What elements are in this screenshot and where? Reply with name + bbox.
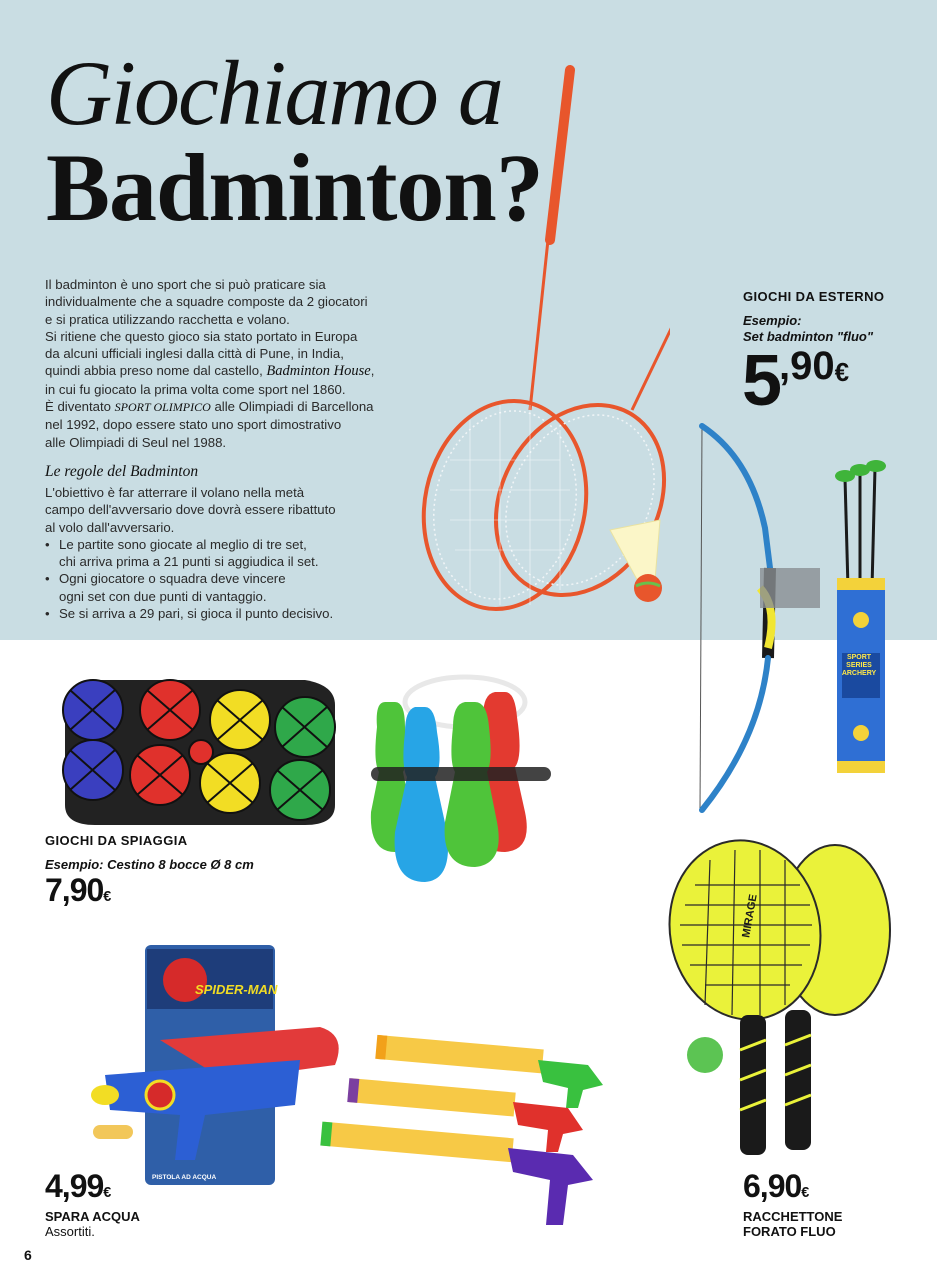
racchettone-name-line2: FORATO FLUO bbox=[743, 1224, 836, 1239]
paddle-brand: MIRAGE bbox=[740, 893, 760, 939]
rules-line: al volo dall'avversario. bbox=[45, 519, 175, 535]
spara-name: SPARA ACQUA bbox=[45, 1209, 140, 1224]
intro-line: in cui fu giocato la prima volta come sport nel 1860. bbox=[45, 381, 346, 397]
price-value: 7,90 bbox=[45, 872, 104, 908]
bow-and-arrows-illustration bbox=[690, 418, 900, 818]
bowling-pins-illustration bbox=[365, 672, 565, 887]
intro-line: da alcuni ufficiali inglesi dalla città di Pune, in India, bbox=[45, 346, 344, 362]
intro-line: Il badminton è uno sport che si può praticare sia bbox=[45, 277, 326, 292]
rules-line: campo dell'avversario dove dovrà essere ribattuto bbox=[45, 502, 336, 518]
intro-line: alle Olimpiadi di Seul nel 1988. bbox=[45, 434, 227, 450]
rules-text bbox=[45, 484, 445, 622]
badminton-house-emphasis: Badminton House bbox=[266, 363, 371, 380]
price-currency: € bbox=[834, 357, 850, 387]
price-decimals: ,90 bbox=[779, 344, 835, 388]
price-currency: € bbox=[103, 1185, 112, 1201]
quiver-label: SPORT SERIES ARCHERY bbox=[841, 654, 877, 677]
rules-list-item: • Ogni giocatore o squadra deve vincere ogni set con due punti di vantaggio. bbox=[45, 570, 445, 605]
intro-line: Si ritiene che questo gioco sia stato portato in Europa bbox=[45, 328, 358, 344]
title-bold: Badminton? bbox=[46, 134, 543, 241]
spiaggia-price bbox=[45, 872, 111, 909]
esterno-example-product: Set badminton "fluo" bbox=[743, 329, 874, 344]
rules-line: L'obiettivo è far atterrare il volano nella metà bbox=[45, 485, 305, 500]
package-caption: PISTOLA AD ACQUA bbox=[152, 1174, 217, 1181]
spiaggia-example: Esempio: Cestino 8 bocce Ø 8 cm bbox=[45, 857, 254, 872]
badminton-rackets-illustration bbox=[410, 60, 670, 640]
intro-text bbox=[45, 276, 445, 451]
price-currency: € bbox=[103, 889, 112, 905]
intro-line: individualmente che a squadre composte da 2 giocatori bbox=[45, 294, 368, 310]
rules-list bbox=[45, 536, 445, 622]
intro-line: È diventato SPORT OLIMPICO alle Olimpiadi di Barcellona bbox=[45, 399, 374, 415]
intro-line: quindi abbia preso nome dal castello, Badminton House, bbox=[45, 363, 375, 380]
spara-price bbox=[45, 1168, 111, 1205]
esterno-price bbox=[742, 340, 849, 422]
price-currency: € bbox=[801, 1185, 810, 1201]
rules-list-item: • Se si arriva a 29 pari, si gioca il punto decisivo. bbox=[45, 605, 445, 622]
esterno-example-label: Esempio: bbox=[743, 313, 802, 328]
price-value: 4,99 bbox=[45, 1168, 104, 1204]
page-number: 6 bbox=[24, 1247, 32, 1263]
beach-paddles-illustration bbox=[660, 835, 900, 1165]
racchettone-description bbox=[743, 1209, 842, 1239]
water-pumps-illustration bbox=[318, 1030, 618, 1235]
spara-note: Assortiti. bbox=[45, 1224, 95, 1239]
title-script: Giochiamo a bbox=[46, 42, 502, 144]
rules-list-item: • Le partite sono giocate al meglio di tre set, chi arriva prima a 21 punti si aggiudica il set. bbox=[45, 536, 445, 571]
price-value: 6,90 bbox=[743, 1168, 802, 1204]
esterno-category: GIOCHI DA ESTERNO bbox=[743, 289, 885, 304]
racchettone-price bbox=[743, 1168, 809, 1205]
rules-heading: Le regole del Badminton bbox=[45, 463, 199, 480]
spiaggia-category: GIOCHI DA SPIAGGIA bbox=[45, 833, 188, 848]
price-integer: 5 bbox=[742, 341, 780, 421]
spara-description bbox=[45, 1209, 140, 1239]
racchettone-name-line1: RACCHETTONE bbox=[743, 1209, 843, 1224]
intro-line: e si pratica utilizzando racchetta e volano. bbox=[45, 311, 290, 327]
sport-olimpico-emphasis: SPORT OLIMPICO bbox=[114, 400, 211, 415]
bocce-set-illustration bbox=[55, 665, 345, 835]
intro-line: nel 1992, dopo essere stato uno sport dimostrativo bbox=[45, 417, 342, 433]
package-brand: SPIDER-MAN bbox=[195, 982, 278, 997]
